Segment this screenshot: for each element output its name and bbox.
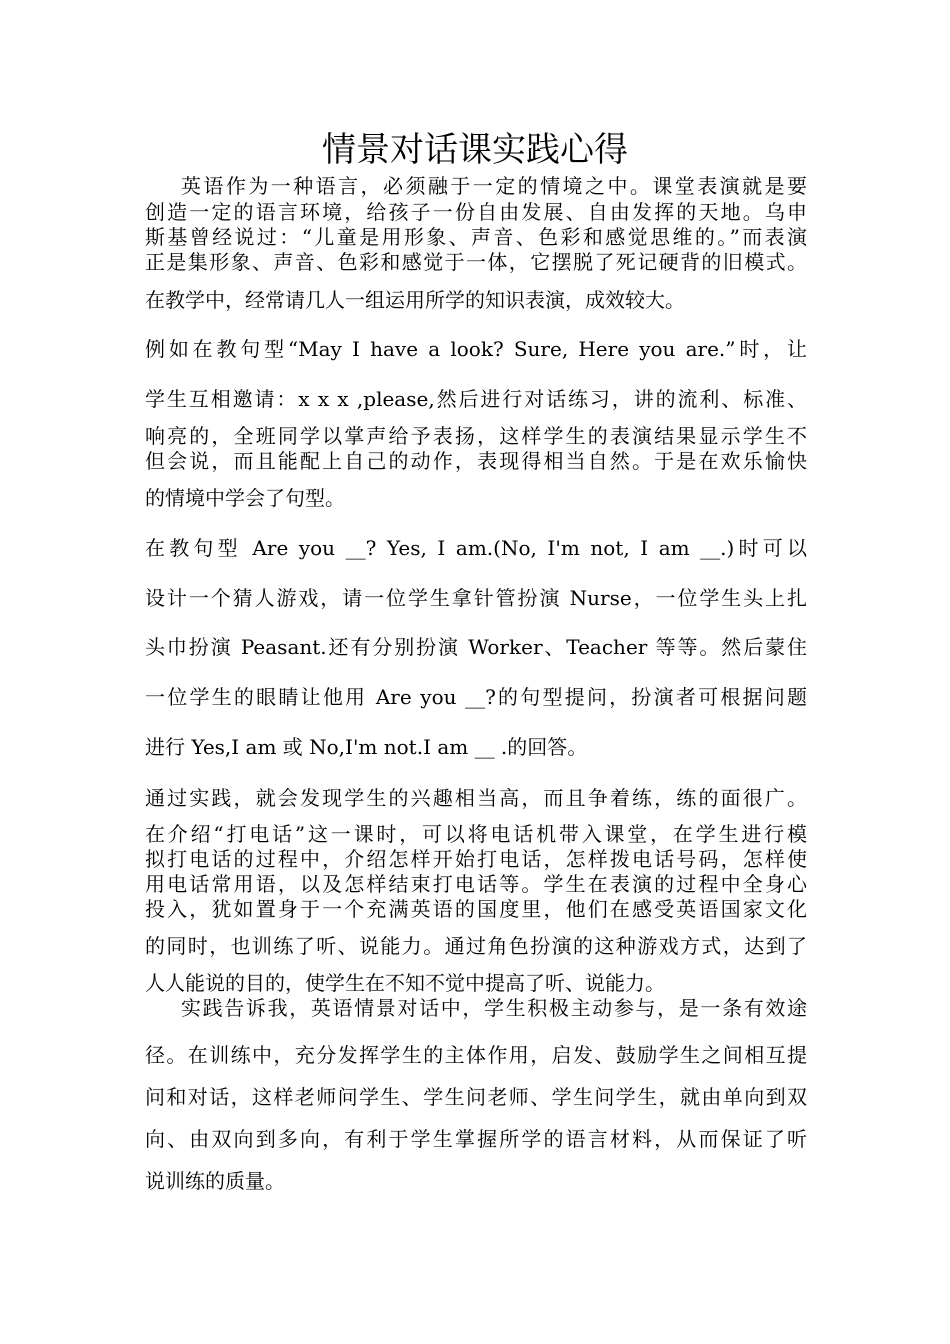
paragraph-line: 在教学中，经常请几人一组运用所学的知识表演，成效较大。 <box>145 288 685 312</box>
paragraph-line: 斯基曾经说过：“儿童是用形象、声音、色彩和感觉思维的。”而表演 <box>145 225 807 249</box>
paragraph-line: 拟打电话的过程中，介绍怎样开始打电话，怎样拨电话号码，怎样使 <box>145 847 807 871</box>
paragraph-line: 进行 Yes,I am 或 No,I'm not.I am __ .的回答。 <box>145 735 588 759</box>
paragraph-line: 在介绍“打电话”这一课时，可以将电话机带入课堂，在学生进行模 <box>145 822 807 846</box>
paragraph-line: 的同时，也训练了听、说能力。通过角色扮演的这种游戏方式，达到了 <box>145 934 807 958</box>
paragraph-line: 向、由双向到多向，有利于学生掌握所学的语言材料，从而保证了听 <box>145 1127 807 1151</box>
paragraph-line: 英语作为一种语言，必须融于一定的情境之中。课堂表演就是要 <box>181 174 807 198</box>
paragraph-line: 用电话常用语，以及怎样结束打电话等。学生在表演的过程中全身心 <box>145 872 807 896</box>
paragraph-line: 投入，犹如置身于一个充满英语的国度里，他们在感受英语国家文化 <box>145 897 807 921</box>
paragraph-line: 创造一定的语言环境，给孩子一份自由发展、自由发挥的天地。乌申 <box>145 200 807 224</box>
paragraph-line: 通过实践，就会发现学生的兴趣相当高，而且争着练，练的面很广。 <box>145 786 807 810</box>
paragraph-line: 说训练的质量。 <box>145 1169 285 1193</box>
paragraph-line: 例如在教句型“May I have a look? Sure, Here you are.”时，让 <box>145 337 807 361</box>
paragraph-line: 设计一个猜人游戏，请一位学生拿针管扮演 Nurse，一位学生头上扎 <box>145 586 807 610</box>
paragraph-line: 问和对话，这样老师问学生、学生问老师、学生问学生，就由单向到双 <box>145 1085 807 1109</box>
paragraph-line: 人人能说的目的，使学生在不知不觉中提高了听、说能力。 <box>145 971 665 995</box>
paragraph-line: 实践告诉我，英语情景对话中，学生积极主动参与，是一条有效途 <box>181 996 807 1020</box>
paragraph-line: 在教句型 Are you __? Yes, I am.(No, I'm not, I am __.)时可以 <box>145 536 807 560</box>
paragraph-line: 头巾扮演 Peasant.还有分别扮演 Worker、Teacher 等等。然后蒙住 <box>145 635 807 659</box>
paragraph-line: 响亮的，全班同学以掌声给予表扬，这样学生的表演结果显示学生不 <box>145 424 807 448</box>
paragraph-line: 的情境中学会了句型。 <box>145 486 345 510</box>
paragraph-line: 但会说，而且能配上自己的动作，表现得相当自然。于是在欢乐愉快 <box>145 449 807 473</box>
paragraph-line: 径。在训练中，充分发挥学生的主体作用，启发、鼓励学生之间相互提 <box>145 1043 807 1067</box>
paragraph-line: 学生互相邀请：x x x ,please,然后进行对话练习，讲的流利、标准、 <box>145 387 807 411</box>
document-title: 情景对话课实践心得 <box>322 130 628 170</box>
paragraph-line: 正是集形象、声音、色彩和感觉于一体，它摆脱了死记硬背的旧模式。 <box>145 250 807 274</box>
paragraph-line: 一位学生的眼睛让他用 Are you __?的句型提问，扮演者可根据问题 <box>145 685 807 709</box>
